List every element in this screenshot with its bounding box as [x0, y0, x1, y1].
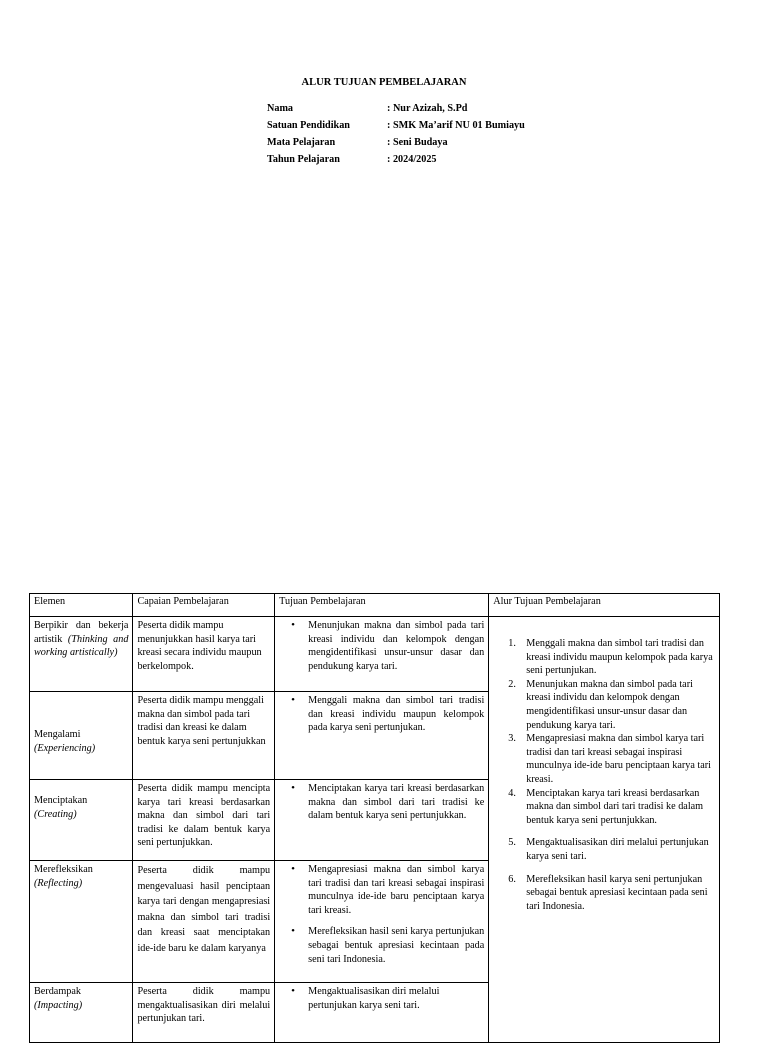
tujuan-list: [279, 619, 484, 673]
info-label: Mata Pelajaran: [267, 137, 336, 148]
list-item: • Mengapresiasi makna dan simbol karya tari tradisi dan tari kreasi sebagai inspirasi munculnya ide-ide baru penciptaan karya tari kreasi.: [308, 863, 484, 917]
info-label: Tahun Pelajaran: [267, 154, 340, 165]
item-text: Menunjukan makna dan simbol pada tari kreasi individu dan kelompok dengan mengidentifikasi unsur-unsur dasar dan pendukung karya tari.: [526, 678, 693, 731]
tujuan-list: [279, 694, 484, 735]
list-item: [508, 732, 715, 786]
tujuan-list: [279, 985, 484, 1012]
list-item: • Merefleksikan hasil seni karya pertunjukan sebagai bentuk apresiasi kecintaan pada seni tari Indonesia.: [308, 925, 484, 966]
tujuan-cell: [275, 780, 489, 861]
info-label: Nama: [267, 103, 294, 114]
info-value: : Seni Budaya: [387, 137, 448, 148]
capaian-cell: Peserta didik mampu menunjukkan hasil karya tari kreasi secara individu maupun berkelompok.: [133, 617, 275, 692]
list-item: • Mengaktualisasikan diri melalui pertunjukan karya seni tari.: [308, 985, 484, 1012]
tujuan-list: [279, 782, 484, 823]
elemen-english: (Experiencing): [34, 742, 96, 754]
elemen-english: (Impacting): [34, 999, 83, 1011]
capaian-cell: Peserta didik mampu mengevaluasi hasil penciptaan karya tari dengan mengapresiasi makna dan simbol tari tradisi dan kreasi saat menciptakan ide-ide baru ke dalam karyanya: [133, 861, 275, 983]
alur-list: [493, 637, 715, 913]
capaian-cell: Peserta didik mampu mencipta karya tari kreasi berdasarkan makna dan simbol dari tari tradisi ke dalam bentuk karya seni pertunjukkan.: [133, 780, 275, 861]
info-block: [267, 103, 525, 171]
elemen-cell: [30, 983, 133, 1043]
elemen-name: Berpikir dan bekerja artistik: [34, 620, 129, 645]
elemen-cell: [30, 692, 133, 780]
info-value: : SMK Ma’arif NU 01 Bumiayu: [387, 120, 525, 131]
tujuan-cell: [275, 983, 489, 1043]
tujuan-cell: [275, 692, 489, 780]
tujuan-cell: [275, 861, 489, 983]
info-value: : Nur Azizah, S.Pd: [387, 103, 468, 114]
item-number: 2.: [508, 678, 516, 690]
elemen-english: (Reflecting): [34, 877, 83, 889]
item-text: Menciptakan karya tari kreasi berdasarkan makna dan simbol dari tari tradisi ke dalam bentuk karya seni pertunjukkan.: [526, 787, 704, 826]
item-text: Mengaktualisasikan diri melalui pertunjukan karya seni tari.: [526, 837, 709, 862]
item-number: 4.: [508, 787, 516, 799]
list-item: [508, 873, 715, 914]
elemen-english: (Creating): [34, 808, 77, 820]
info-label: Satuan Pendidikan: [267, 120, 350, 131]
elemen-cell: [30, 617, 133, 692]
capaian-cell: Peserta didik mampu mengaktualisasikan diri melalui pertunjukan tari.: [133, 983, 275, 1043]
capaian-cell: Peserta didik mampu menggali makna dan simbol pada tari tradisi dan kreasi ke dalam bentuk karya seni pertunjukkan: [133, 692, 275, 780]
elemen-name: Merefleksikan: [34, 864, 93, 875]
tujuan-cell: [275, 617, 489, 692]
item-number: 6.: [508, 873, 516, 885]
elemen-cell: [30, 861, 133, 983]
info-row-tahun-pelajaran: [267, 154, 525, 171]
alur-cell: [489, 617, 720, 1043]
tujuan-list: [279, 863, 484, 966]
header-capaian: Capaian Pembelajaran: [133, 594, 275, 617]
item-number: 1.: [508, 638, 516, 649]
info-row-nama: [267, 103, 525, 120]
list-item: • Menciptakan karya tari kreasi berdasarkan makna dan simbol dari tari tradisi ke dalam bentuk karya seni pertunjukkan.: [308, 782, 484, 823]
list-item: • Menggali makna dan simbol tari tradisi dan kreasi individu maupun kelompok pada karya seni pertunjukan.: [308, 694, 484, 735]
item-text: Merefleksikan hasil karya seni pertunjukan sebagai bentuk apresiasi kecintaan pada seni tari Indonesia.: [526, 873, 708, 912]
elemen-cell: [30, 780, 133, 861]
elemen-name: Berdampak: [34, 986, 81, 997]
item-number: 3.: [508, 733, 516, 745]
table-row: [30, 617, 720, 692]
item-text: Menggali makna dan simbol tari tradisi dan kreasi individu maupun kelompok pada karya seni pertunjukan.: [526, 638, 713, 677]
header-elemen: Elemen: [30, 594, 133, 617]
elemen-english: (Thinking and working artistically): [34, 633, 129, 659]
list-item: • Menunjukan makna dan simbol pada tari kreasi individu dan kelompok dengan mengidentifikasi unsur-unsur dasar dan pendukung karya tari.: [308, 619, 484, 673]
document-title: ALUR TUJUAN PEMBELAJARAN: [301, 77, 467, 88]
list-item: [508, 678, 715, 732]
header-alur: Alur Tujuan Pembelajaran: [489, 594, 720, 617]
list-item: [508, 637, 715, 678]
elemen-name: Mengalami: [34, 728, 81, 740]
info-row-satuan-pendidikan: [267, 120, 525, 137]
info-value: : 2024/2025: [387, 154, 437, 165]
list-item: [508, 836, 715, 863]
list-item: [508, 787, 715, 828]
table-header-row: [30, 594, 720, 617]
atp-table: [29, 593, 720, 1043]
header-tujuan: Tujuan Pembelajaran: [275, 594, 489, 617]
elemen-name: Menciptakan: [34, 795, 88, 806]
item-number: 5.: [508, 837, 516, 849]
info-row-mata-pelajaran: [267, 137, 525, 154]
item-text: Mengapresiasi makna dan simbol karya tari tradisi dan tari kreasi sebagai inspirasi munculnya ide-ide baru penciptaan karya tari kreasi.: [526, 733, 711, 785]
